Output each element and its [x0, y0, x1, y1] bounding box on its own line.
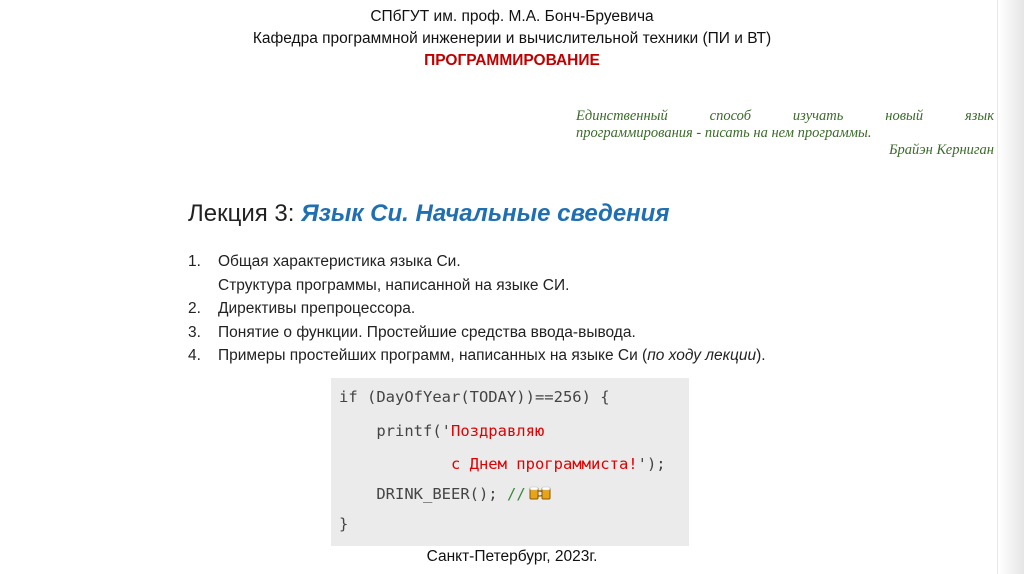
- lecture-outline: [188, 250, 928, 368]
- outline-item-number: 1.: [188, 253, 201, 270]
- outline-item-text: Директивы препроцессора.: [218, 300, 416, 317]
- city-and-year: Санкт-Петербург, 2023г.: [426, 548, 598, 565]
- department-name: Кафедра программной инженерии и вычислительной техники (ПИ и ВТ): [252, 30, 772, 47]
- beer-mugs-icon: [528, 484, 554, 506]
- epigraph-quote: [576, 108, 994, 159]
- outline-item: [188, 250, 928, 297]
- outline-item-continuation: Структура программы, написанной на языке СИ.: [218, 276, 570, 294]
- lecture-topic: Язык Си. Начальные сведения: [301, 200, 670, 227]
- outline-item-text: Общая характеристика языка Си.: [218, 253, 461, 270]
- outline-item-text: Примеры простейших программ, написанных на языке Си (: [218, 347, 648, 364]
- outline-item-number: 4.: [188, 347, 201, 364]
- code-text: DRINK_BEER();: [339, 485, 507, 503]
- quote-author: Брайэн Керниган: [888, 142, 994, 158]
- code-string: Поздравляю: [450, 422, 545, 440]
- code-string: с Днем программиста!: [450, 455, 638, 473]
- outline-item-number: 2.: [188, 300, 201, 317]
- quote-line-2: программирования - писать на нем программы.: [576, 125, 872, 141]
- course-title: ПРОГРАММИРОВАНИЕ: [424, 52, 600, 69]
- code-line-3: [339, 455, 666, 473]
- outline-item-suffix: ).: [756, 347, 766, 364]
- outline-item: [188, 344, 928, 368]
- outline-item-number: 3.: [188, 323, 201, 341]
- code-line-1: if (DayOfYear(TODAY))==256) {: [339, 388, 610, 406]
- lecture-number: Лекция 3:: [188, 200, 302, 227]
- code-comment: //: [506, 485, 526, 503]
- outline-item-italic: по ходу лекции: [647, 347, 757, 364]
- code-text: ');: [637, 455, 666, 473]
- code-line-4: [339, 484, 554, 506]
- quote-line-1: Единственный способ изучать новый язык: [576, 108, 994, 124]
- slide-right-border: [997, 0, 1024, 574]
- code-text: printf(': [339, 422, 451, 440]
- outline-item-text: Понятие о функции. Простейшие средства ввода-вывода.: [218, 323, 636, 341]
- code-line-5: }: [339, 515, 349, 533]
- outline-item: [188, 321, 928, 345]
- code-line-2: [339, 422, 544, 440]
- university-name: СПбГУТ им. проф. М.А. Бонч-Бруевича: [370, 8, 654, 25]
- slide-header: [0, 6, 1024, 72]
- outline-item: [188, 297, 928, 321]
- code-snippet: [331, 378, 689, 546]
- lecture-title: [188, 199, 669, 229]
- code-text: [339, 455, 451, 473]
